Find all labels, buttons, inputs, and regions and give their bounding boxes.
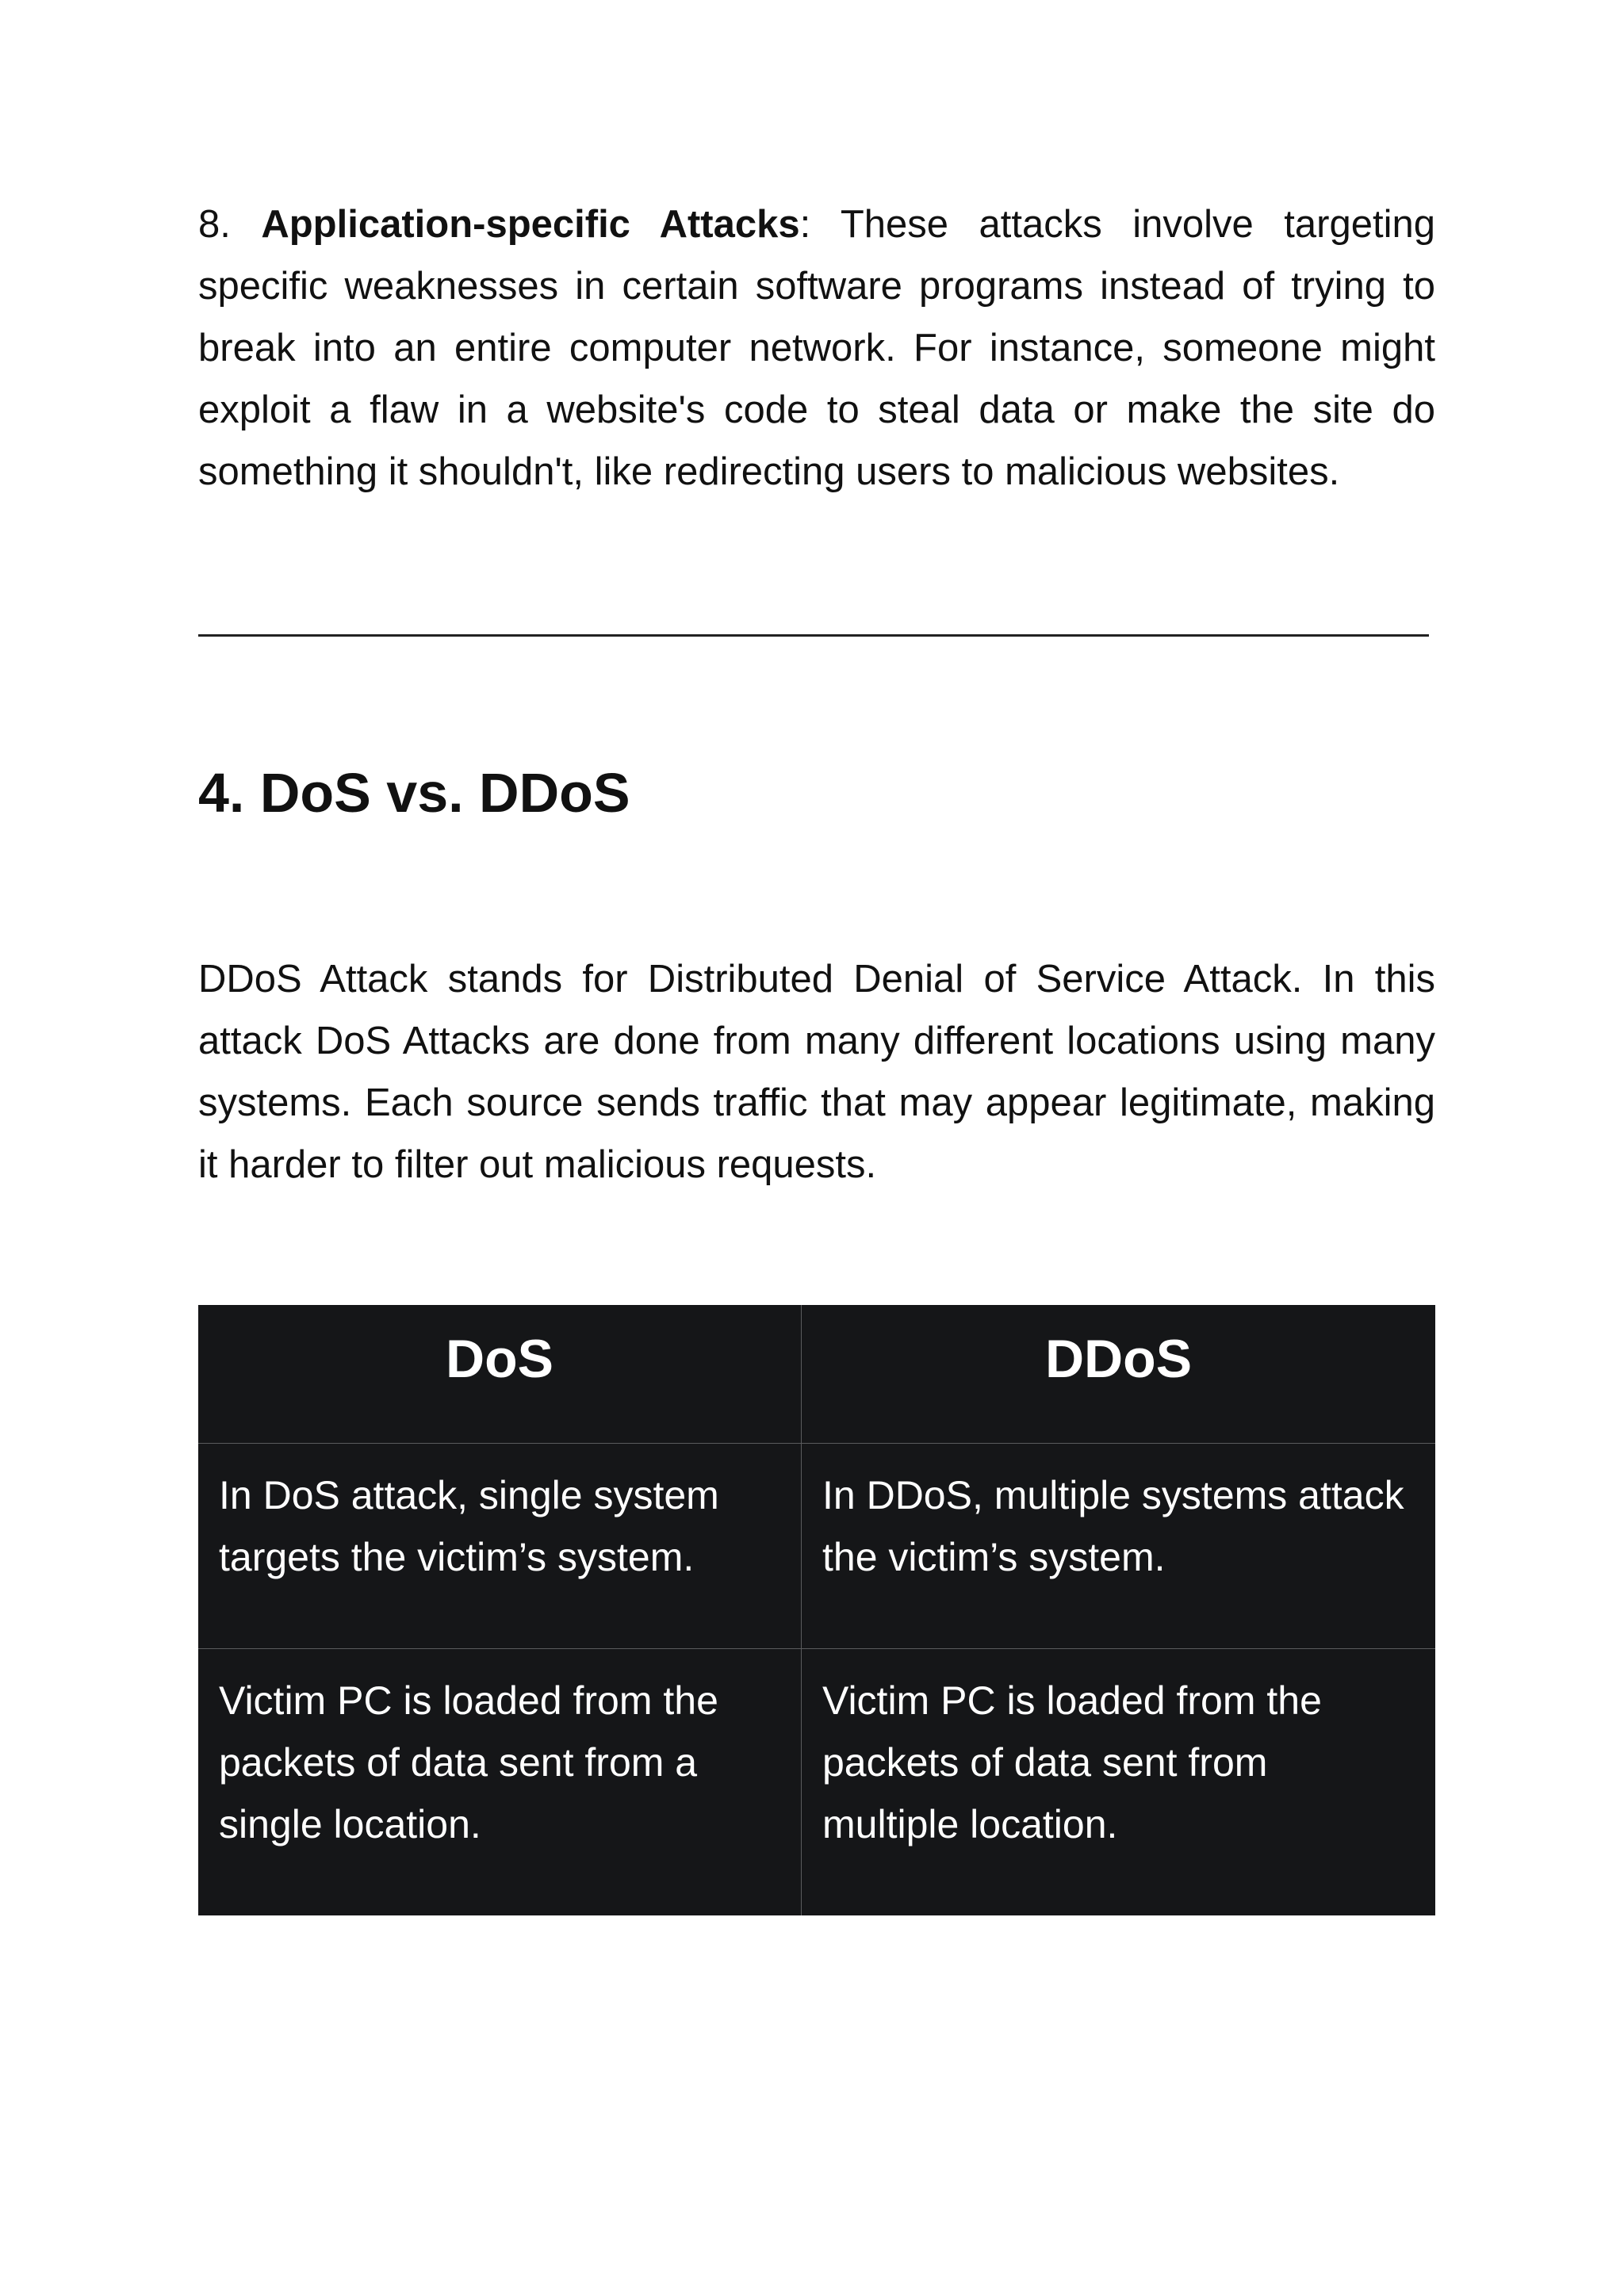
table-header-ddos: DDoS bbox=[801, 1305, 1435, 1443]
table-row bbox=[198, 1648, 1435, 1915]
section-heading: 4. DoS vs. DDoS bbox=[198, 762, 630, 824]
table-header-dos: DoS bbox=[446, 1329, 553, 1389]
comparison-table bbox=[198, 1305, 1435, 1915]
table-cell: In DDoS, multiple systems attack the victim’s system. bbox=[801, 1444, 1435, 1648]
table-cell: Victim PC is loaded from the packets of data sent from multiple location. bbox=[801, 1649, 1435, 1915]
horizontal-divider bbox=[198, 634, 1429, 637]
table-cell: Victim PC is loaded from the packets of data sent from a single location. bbox=[219, 1678, 718, 1846]
attack-type-paragraph bbox=[198, 193, 1435, 503]
ddos-definition-paragraph: DDoS Attack stands for Distributed Denial of Service Attack. In this attack DoS Attacks are done from many different locations using many systems. Each source sends traffic that may appear legitimate, making it harder to filter out malicious requests. bbox=[198, 958, 1435, 1186]
table-header-row bbox=[198, 1305, 1435, 1443]
list-number: 8. bbox=[198, 203, 262, 246]
table-cell: In DoS attack, single system targets the victim’s system. bbox=[219, 1473, 719, 1579]
attack-description: : These attacks involve targeting specific weaknesses in certain software programs instead of trying to break into an entire computer network. For instance, someone might exploit a flaw in a website's code to steal data or make the site do something it shouldn't, like redirecting users to malicious websites. bbox=[198, 203, 1435, 493]
attack-term: Application-specific Attacks bbox=[261, 203, 800, 246]
table-row bbox=[198, 1443, 1435, 1648]
